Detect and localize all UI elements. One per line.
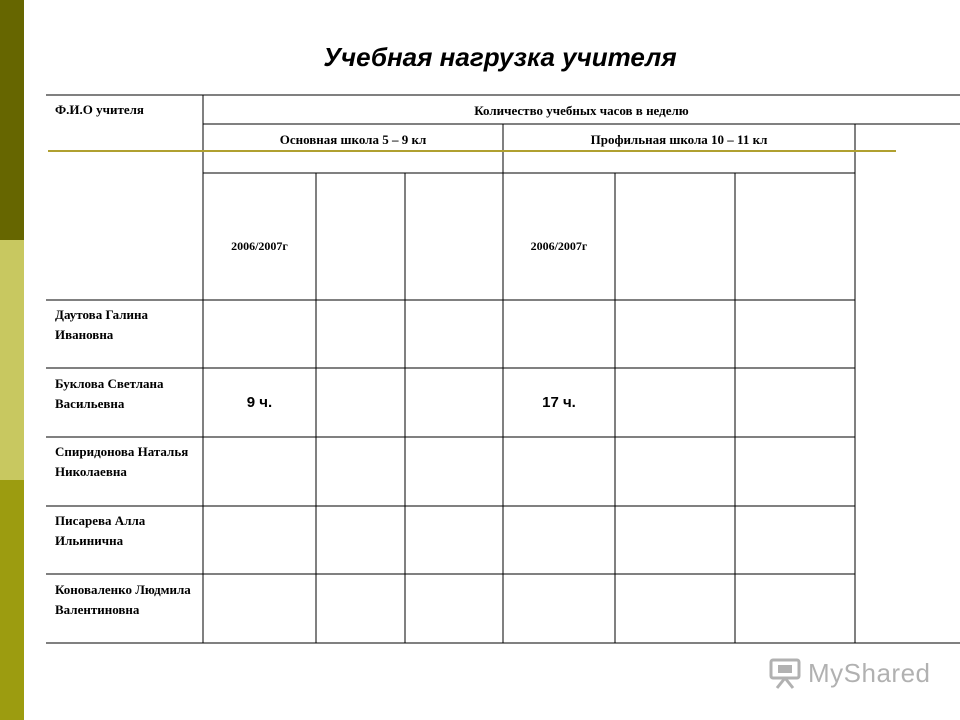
teacher-name: Даутова Галина Ивановна	[55, 307, 148, 342]
profile-hours-value: 17 ч.	[542, 394, 576, 411]
accent-line	[48, 150, 896, 152]
projector-icon	[768, 656, 802, 690]
watermark-text: MyShared	[808, 657, 931, 688]
basic-hours-value: 9 ч.	[246, 394, 273, 411]
page-title: Учебная нагрузка учителя	[323, 42, 677, 72]
watermark-logo	[768, 654, 931, 692]
teacher-name: Коноваленко Людмила Валентиновна	[55, 582, 191, 617]
year-basic: 2006/2007г	[231, 239, 288, 253]
teacher-name: Писарева Алла Ильинична	[55, 513, 146, 548]
teacher-name: Спиридонова Наталья Николаевна	[55, 444, 189, 479]
teacher-name: Буклова Светлана Васильевна	[55, 376, 164, 411]
profile-school-header: Профильная школа 10 – 11 кл	[590, 132, 768, 147]
basic-school-header: Основная школа 5 – 9 кл	[279, 132, 427, 147]
name-column-header: Ф.И.О учителя	[55, 102, 144, 117]
hours-header: Количество учебных часов в неделю	[474, 103, 689, 118]
year-profile: 2006/2007г	[530, 239, 588, 253]
